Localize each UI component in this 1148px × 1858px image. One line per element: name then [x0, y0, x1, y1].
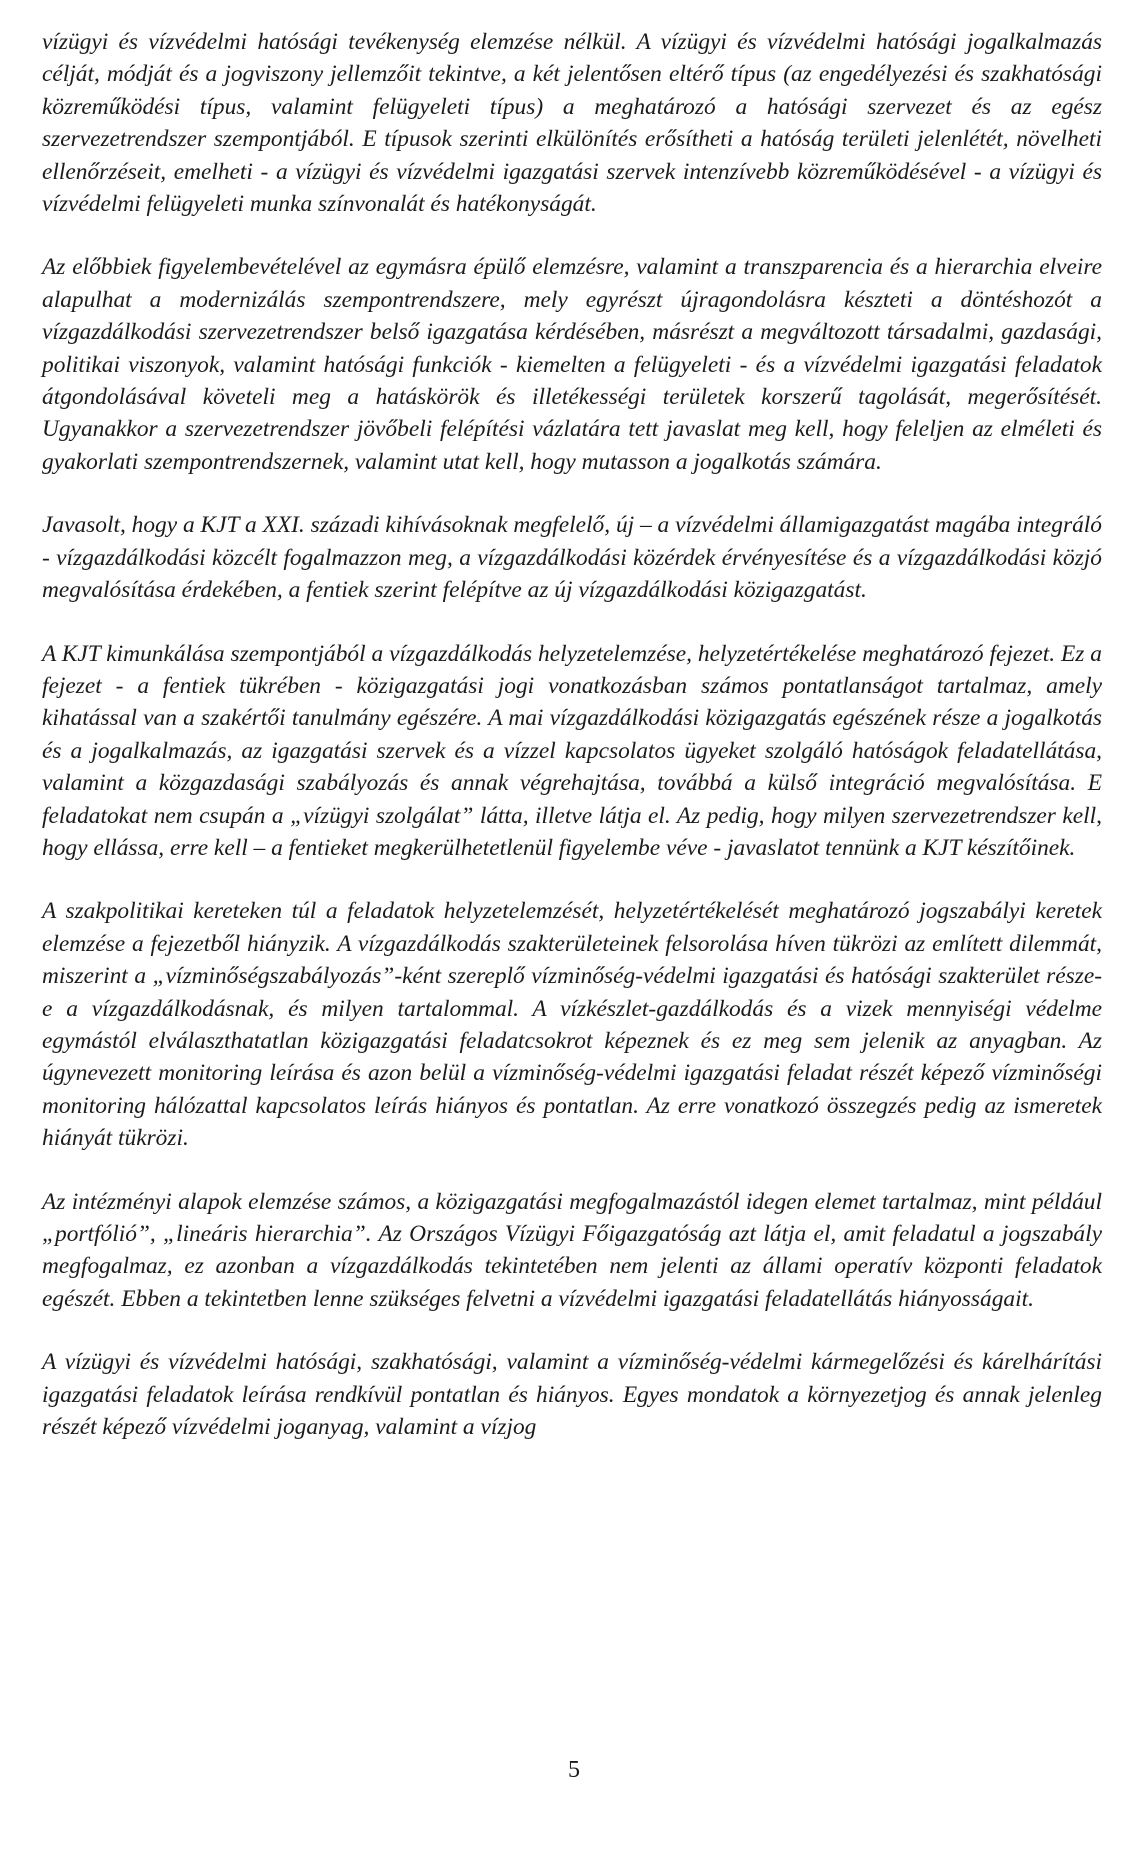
paragraph-6: Az intézményi alapok elemzése számos, a közigazgatási megfogalmazástól idegen elemet tartalmaz, mint például „portfólió”, „lineáris hierarchia”. Az Országos Vízügyi Főigazgatóság azt látja el, amit feladatul a jogszabály megfogalmaz, ez azonban a vízgazdálkodás tekintetében nem jelenti az állami operatív központi feladatok egészét. Ebben a tekintetben lenne szükséges felvetni a vízvédelmi igazgatási feladatellátás hiányosságait. — [42, 1188, 1102, 1312]
paragraph-3: Javasolt, hogy a KJT a XXI. századi kihívásoknak megfelelő, új – a vízvédelmi államigazgatást magába integráló - vízgazdálkodási közcélt fogalmazzon meg, a vízgazdálkodási közérdek érvényesítése és a vízgazdálkodási közjó megvalósítása érdekében, a fentiek szerint felépítve az új vízgazdálkodási közigazgatást. — [42, 512, 1102, 604]
document-page — [42, 26, 1102, 1443]
paragraph-5: A szakpolitikai kereteken túl a feladatok helyzetelemzését, helyzetértékelését meghatározó jogszabályi keretek elemzése a fejezetből hiányzik. A vízgazdálkodás szakterületeinek felsorolása híven tükrözi az említett dilemmát, miszerint a „vízminőségszabályozás”-ként szereplő vízminőség-védelmi igazgatási és hatósági szakterület része-e a vízgazdálkodásnak, és milyen tartalommal. A vízkészlet-gazdálkodás és a vizek mennyiségi védelme egymástól elválaszthatatlan közigazgatási feladatcsokrot képeznek és ez meg sem jelenik az anyagban. Az úgynevezett monitoring leírása és azon belül a vízminőség-védelmi igazgatási feladat részét képező vízminőségi monitoring hálózattal kapcsolatos leírás hiányos és pontatlan. Az erre vonatkozó összegzés pedig az ismeretek hiányát tükrözi. — [42, 898, 1102, 1152]
paragraph-2: Az előbbiek figyelembevételével az egymásra épülő elemzésre, valamint a transzparencia és a hierarchia elveire alapulhat a modernizálás szempontrendszere, mely egyrészt újragondolásra készteti a döntéshozót a vízgazdálkodási szervezetrendszer belső igazgatása kérdésében, másrészt a megváltozott társadalmi, gazdasági, politikai viszonyok, valamint hatósági funkciók - kiemelten a felügyeleti - és a vízvédelmi igazgatási feladatok átgondolásával követeli meg a hatáskörök és illetékességi területek korszerű tagolását, megerősítését. Ugyanakkor a szervezetrendszer jövőbeli felépítési vázlatára tett javaslat meg kell, hogy feleljen az elméleti és gyakorlati szempontrendszernek, valamint utat kell, hogy mutasson a jogalkotás számára. — [42, 254, 1102, 475]
paragraph-7: A vízügyi és vízvédelmi hatósági, szakhatósági, valamint a vízminőség-védelmi kármegelőzési és kárelhárítási igazgatási feladatok leírása rendkívül pontatlan és hiányos. Egyes mondatok a környezetjog és annak jelenleg részét képező vízvédelmi joganyag, valamint a vízjog — [42, 1349, 1102, 1441]
paragraph-4: A KJT kimunkálása szempontjából a vízgazdálkodás helyzetelemzése, helyzetértékelése meghatározó fejezet. Ez a fejezet - a fentiek tükrében - közigazgatási jogi vonatkozásban számos pontatlanságot tartalmaz, amely kihatással van a szakértői tanulmány egészére. A mai vízgazdálkodási közigazgatás egészének része a jogalkotás és a jogalkalmazás, az igazgatási szervek és a vízzel kapcsolatos ügyeket szolgáló hatóságok feladatellátása, valamint a közgazdasági szabályozás és annak végrehajtása, továbbá a külső integráció megvalósítása. E feladatokat nem csupán a „vízügyi szolgálat” látta, illetve látja el. Az pedig, hogy milyen szervezetrendszer kell, hogy ellássa, erre kell – a fentieket megkerülhetetlenül figyelembe véve - javaslatot tennünk a KJT készítőinek. — [42, 640, 1102, 861]
page-number: 5 — [568, 1757, 580, 1783]
paragraph-1: vízügyi és vízvédelmi hatósági tevékenység elemzése nélkül. A vízügyi és vízvédelmi hatósági jogalkalmazás célját, módját és a jogviszony jellemzőit tekintve, a két jelentősen eltérő típus (az engedélyezési és szakhatósági közreműködési típus, valamint felügyeleti típus) a meghatározó a hatósági szervezet és az egész szervezetrendszer szempontjából. E típusok szerinti elkülönítés erősítheti a hatóság területi jelenlétét, növelheti ellenőrzéseit, emelheti - a vízügyi és vízvédelmi igazgatási szervek intenzívebb közreműködésével - a vízügyi és vízvédelmi felügyeleti munka színvonalát és hatékonyságát. — [42, 29, 1102, 218]
